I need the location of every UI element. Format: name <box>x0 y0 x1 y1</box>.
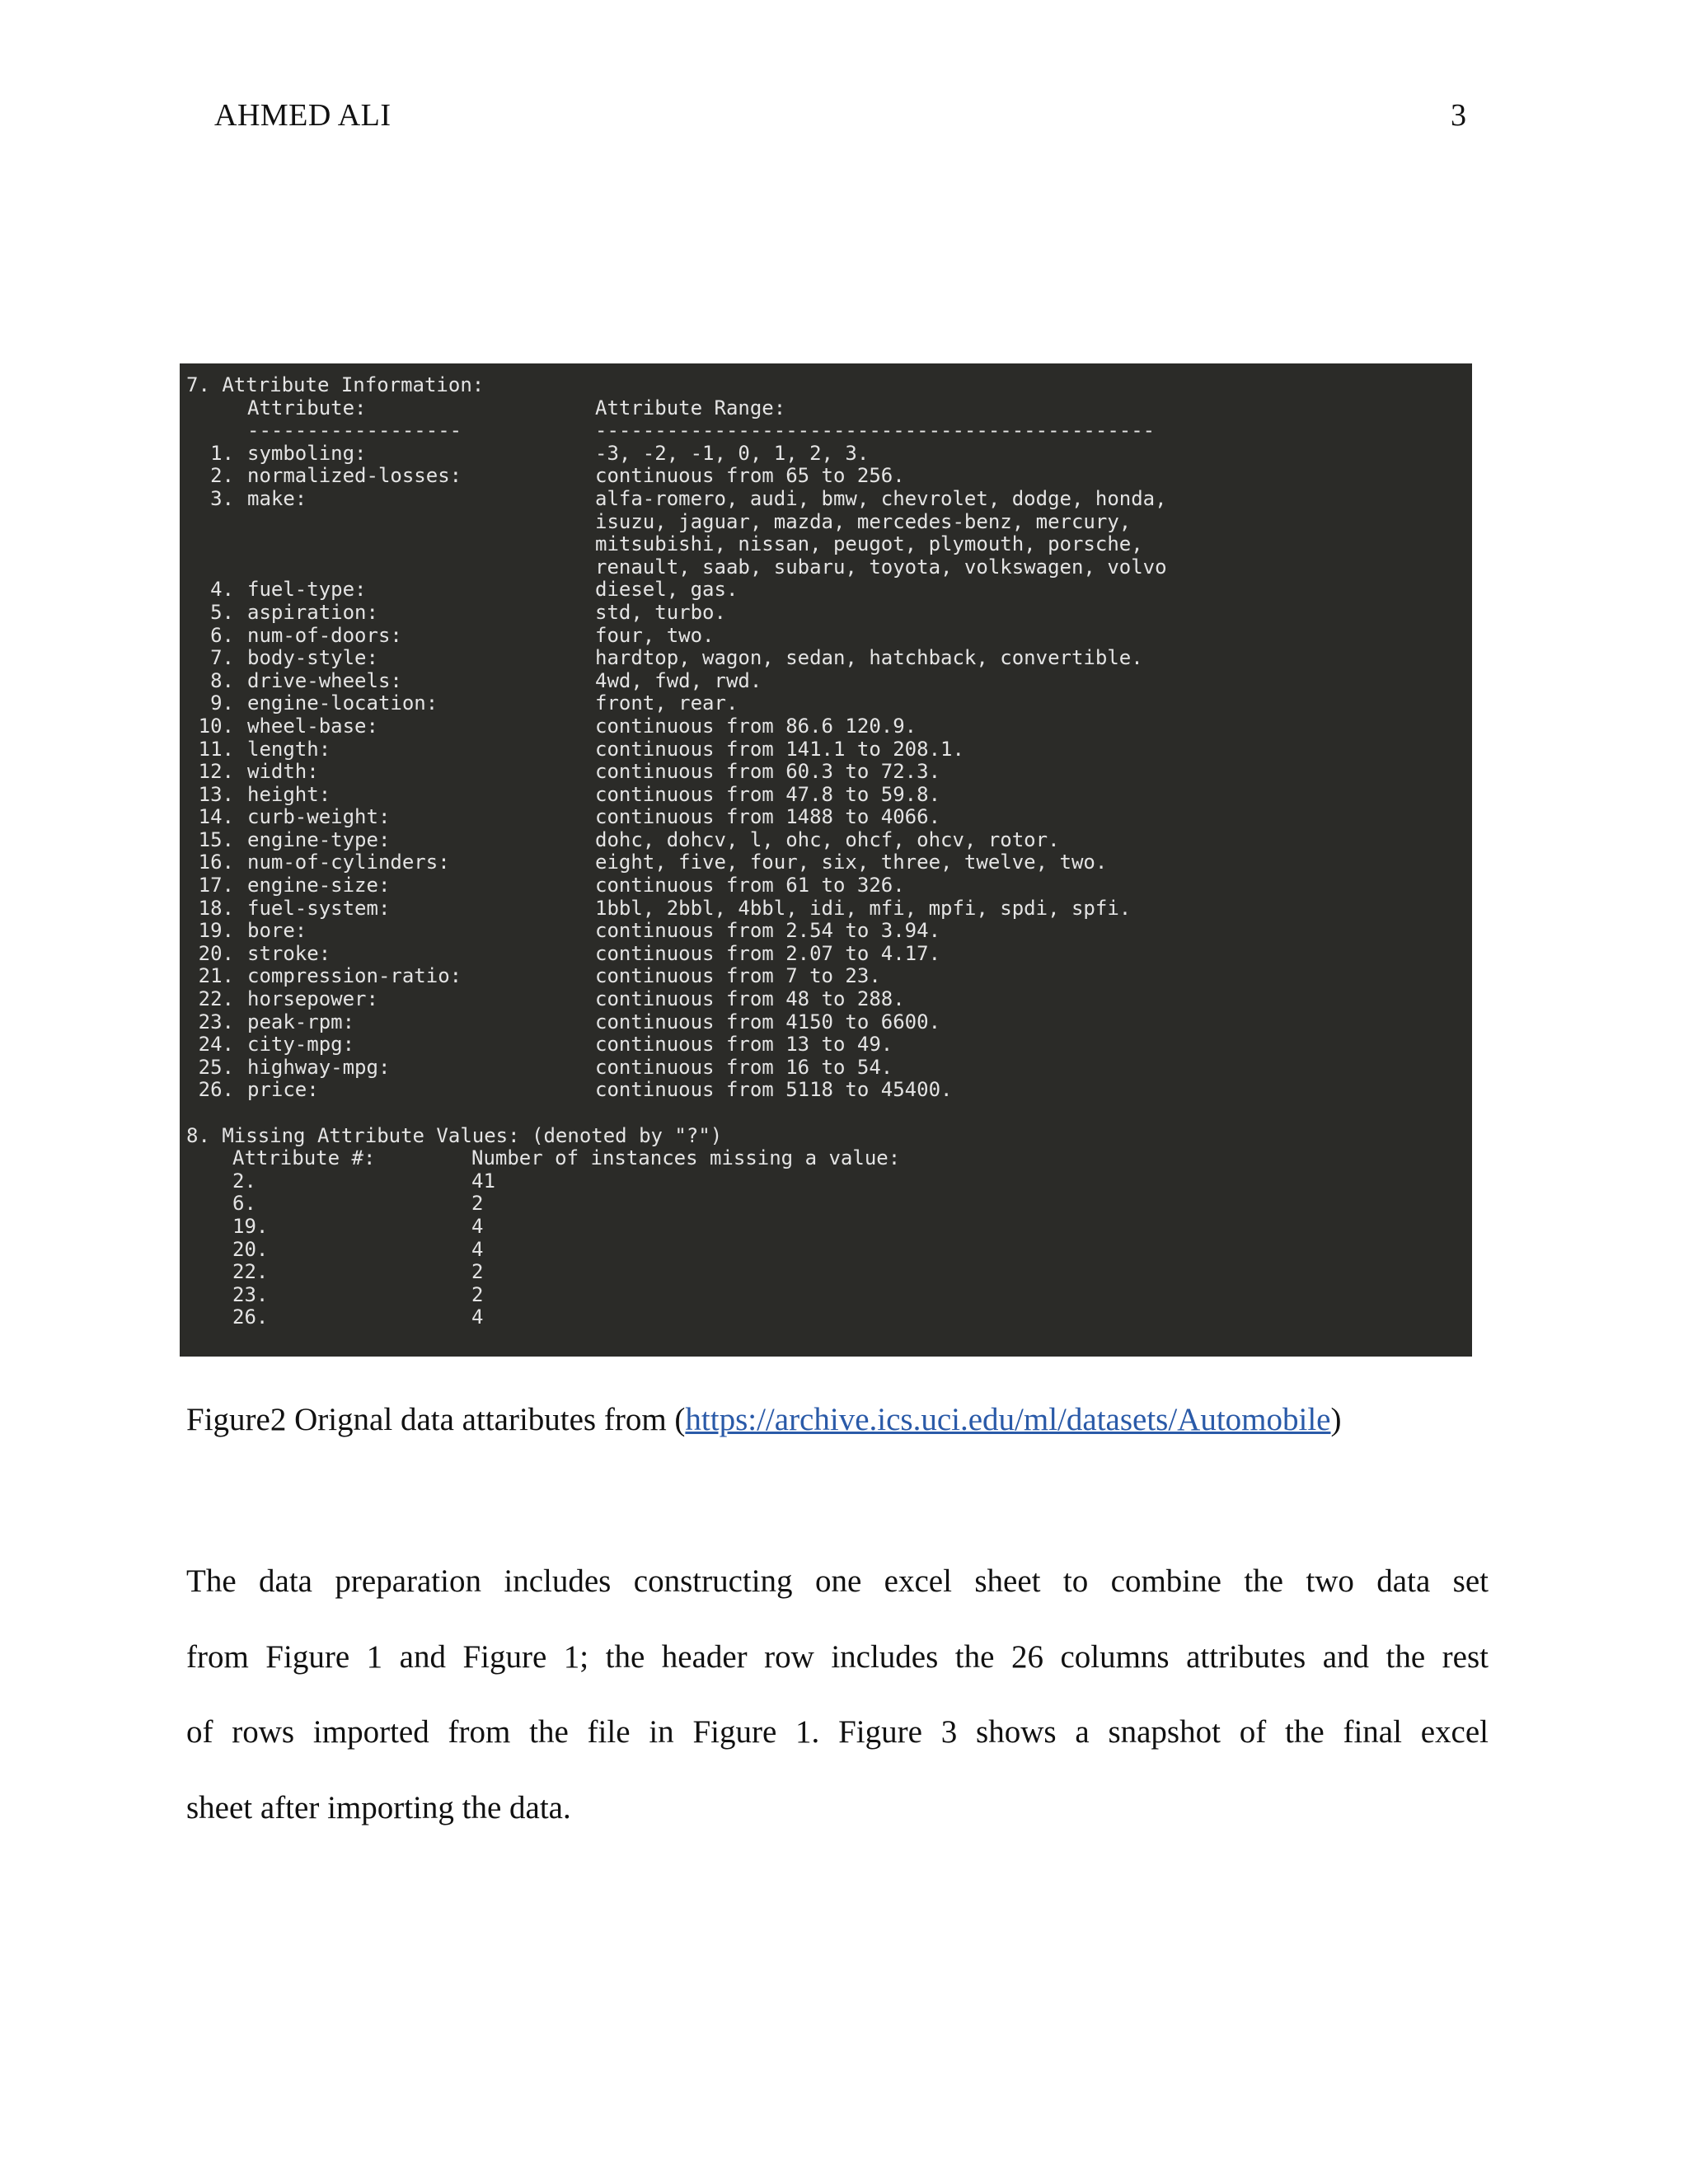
attribute-range: renault, saab, subaru, toyota, volkswagen, volvo <box>595 555 1167 579</box>
missing-row <box>186 1306 1472 1329</box>
attribute-name: normalized-losses: <box>247 464 462 488</box>
figure-caption <box>186 1401 1342 1438</box>
attribute-name: num-of-doors: <box>247 623 402 647</box>
attribute-range: hardtop, wagon, sedan, hatchback, convertible. <box>595 646 1143 670</box>
missing-count: 2 <box>471 1192 484 1216</box>
missing-count: 4 <box>471 1305 484 1329</box>
attribute-row <box>186 761 1472 784</box>
attribute-number: 15. <box>198 827 234 851</box>
attribute-row <box>186 1033 1472 1057</box>
attribute-range: continuous from 61 to 326. <box>595 874 905 898</box>
missing-count: 2 <box>471 1282 484 1306</box>
attribute-number: 17. <box>198 874 234 898</box>
attribute-name: length: <box>247 737 331 761</box>
attribute-number: 12. <box>198 760 234 784</box>
missing-row <box>186 1170 1472 1193</box>
attribute-row <box>186 443 1472 466</box>
attribute-row <box>186 488 1472 511</box>
attribute-number: 6. <box>210 623 234 647</box>
running-header-author: AHMED ALI <box>214 98 392 133</box>
attribute-number: 21. <box>198 964 234 988</box>
paragraph-line: from Figure 1 and Figure 1; the header row includes the 26 columns attributes and the rest <box>186 1638 1489 1675</box>
attribute-number: 10. <box>198 714 234 738</box>
attribute-range: 1bbl, 2bbl, 4bbl, idi, mfi, mpfi, spdi, spfi. <box>595 896 1132 920</box>
attribute-number: 20. <box>198 941 234 965</box>
paragraph-line: The data preparation includes constructing one excel sheet to combine the two data set <box>186 1563 1489 1599</box>
missing-row <box>186 1193 1472 1216</box>
missing-headers <box>186 1147 1472 1170</box>
attribute-row <box>186 465 1472 488</box>
col-range-header: Attribute Range: <box>595 396 786 419</box>
attribute-name: highway-mpg: <box>247 1055 391 1079</box>
attribute-number: 19. <box>198 919 234 943</box>
attribute-range: continuous from 13 to 49. <box>595 1033 893 1057</box>
attribute-number: 24. <box>198 1033 234 1057</box>
attribute-row <box>186 874 1472 898</box>
attribute-number: 16. <box>198 851 234 874</box>
attribute-number: 22. <box>198 987 234 1011</box>
attribute-row <box>186 602 1472 625</box>
attribute-number <box>186 533 234 556</box>
attribute-name: num-of-cylinders: <box>247 851 450 874</box>
attribute-list <box>186 443 1472 1102</box>
dataset-link[interactable]: https://archive.ics.uci.edu/ml/datasets/Automobile <box>685 1402 1331 1437</box>
attribute-name: aspiration: <box>247 600 378 624</box>
attribute-number <box>186 511 234 534</box>
missing-col-count: Number of instances missing a value: <box>471 1146 901 1170</box>
attribute-name: engine-location: <box>247 691 438 715</box>
attribute-range: continuous from 65 to 256. <box>595 464 905 488</box>
body-paragraph <box>186 1544 1489 1845</box>
missing-attr-number: 23. <box>232 1282 269 1306</box>
attribute-range: isuzu, jaguar, mazda, mercedes-benz, mercury, <box>595 509 1132 533</box>
attribute-row <box>186 1057 1472 1080</box>
attribute-range: 4wd, fwd, rwd. <box>595 668 762 692</box>
attribute-name: horsepower: <box>247 987 378 1011</box>
attribute-range: dohc, dohcv, l, ohc, ohcf, ohcv, rotor. <box>595 827 1060 851</box>
attribute-name: compression-ratio: <box>247 964 462 988</box>
attribute-name: bore: <box>247 919 307 943</box>
attribute-range: continuous from 16 to 54. <box>595 1055 893 1079</box>
attribute-range: continuous from 2.54 to 3.94. <box>595 919 941 943</box>
attribute-row <box>186 1079 1472 1102</box>
attribute-row <box>186 738 1472 762</box>
missing-col-attr: Attribute #: <box>232 1146 376 1170</box>
attribute-number: 1. <box>210 441 234 465</box>
missing-row <box>186 1239 1472 1262</box>
attribute-name: price: <box>247 1078 319 1102</box>
attribute-row <box>186 625 1472 648</box>
missing-row <box>186 1261 1472 1284</box>
attribute-range: continuous from 4150 to 6600. <box>595 1010 941 1033</box>
attribute-name: height: <box>247 782 331 806</box>
attribute-row <box>186 715 1472 738</box>
attribute-number: 9. <box>210 691 234 715</box>
missing-count: 41 <box>471 1169 495 1193</box>
attribute-number: 14. <box>198 805 234 829</box>
attribute-range: continuous from 48 to 288. <box>595 987 905 1011</box>
missing-count: 4 <box>471 1237 484 1261</box>
attribute-name: symboling: <box>247 441 367 465</box>
header-dashes <box>186 419 1472 443</box>
attribute-row <box>186 579 1472 602</box>
attribute-row <box>186 920 1472 943</box>
attribute-number: 26. <box>198 1078 234 1102</box>
section8-title: 8. Missing Attribute Values: (denoted by "?") <box>186 1123 723 1147</box>
missing-attr-number: 26. <box>232 1305 269 1329</box>
attribute-row <box>186 647 1472 670</box>
attribute-row <box>186 1011 1472 1034</box>
attribute-range: continuous from 47.8 to 59.8. <box>595 782 941 806</box>
attribute-number: 4. <box>210 578 234 602</box>
missing-list <box>186 1170 1472 1329</box>
attribute-range: alfa-romero, audi, bmw, chevrolet, dodge, honda, <box>595 486 1167 510</box>
attribute-row <box>186 829 1472 852</box>
attribute-name: stroke: <box>247 941 331 965</box>
caption-close: ) <box>1330 1402 1342 1437</box>
missing-row <box>186 1284 1472 1307</box>
attribute-row <box>186 806 1472 829</box>
attribute-name <box>234 533 595 556</box>
dash-range: ----------------------------------------------- <box>595 419 1156 443</box>
attribute-range: continuous from 1488 to 4066. <box>595 805 941 829</box>
attribute-range: -3, -2, -1, 0, 1, 2, 3. <box>595 441 870 465</box>
attribute-row <box>186 670 1472 693</box>
attribute-name <box>234 556 595 579</box>
attribute-range: std, turbo. <box>595 600 726 624</box>
col-attribute-header: Attribute: <box>247 396 367 419</box>
missing-attr-number: 20. <box>232 1237 269 1261</box>
attribute-range: continuous from 60.3 to 72.3. <box>595 760 941 784</box>
attribute-name: fuel-system: <box>247 896 391 920</box>
dash-attribute: ------------------ <box>247 419 462 443</box>
attribute-row <box>186 533 1472 556</box>
attribute-number: 25. <box>198 1055 234 1079</box>
attribute-row <box>186 898 1472 921</box>
attribute-info-screenshot <box>180 363 1472 1357</box>
missing-attr-number: 2. <box>232 1169 256 1193</box>
attribute-name: engine-type: <box>247 827 391 851</box>
attribute-range: mitsubishi, nissan, peugot, plymouth, porsche, <box>595 532 1143 556</box>
attribute-number: 7. <box>210 646 234 670</box>
attribute-name: peak-rpm: <box>247 1010 355 1033</box>
attribute-number <box>186 556 234 579</box>
attribute-number: 23. <box>198 1010 234 1033</box>
attribute-number: 13. <box>198 782 234 806</box>
attribute-number: 2. <box>210 464 234 488</box>
attribute-number: 8. <box>210 668 234 692</box>
caption-text: Figure2 Orignal data attaributes from ( <box>186 1402 686 1437</box>
attribute-row <box>186 943 1472 966</box>
attribute-range: continuous from 141.1 to 208.1. <box>595 737 964 761</box>
attribute-number: 18. <box>198 896 234 920</box>
attribute-name: wheel-base: <box>247 714 378 738</box>
attribute-row <box>186 851 1472 874</box>
attribute-row <box>186 692 1472 715</box>
attribute-range: four, two. <box>595 623 715 647</box>
attribute-name: drive-wheels: <box>247 668 402 692</box>
attribute-range: continuous from 5118 to 45400. <box>595 1078 953 1102</box>
attribute-name: engine-size: <box>247 874 391 898</box>
paragraph-line: sheet after importing the data. <box>186 1789 571 1825</box>
attribute-name: curb-weight: <box>247 805 391 829</box>
attribute-number: 11. <box>198 737 234 761</box>
attribute-number: 3. <box>210 486 234 510</box>
attribute-range: continuous from 7 to 23. <box>595 964 881 988</box>
attribute-name: width: <box>247 760 319 784</box>
attribute-name: fuel-type: <box>247 578 367 602</box>
attribute-range: continuous from 86.6 120.9. <box>595 714 917 738</box>
attribute-row <box>186 965 1472 988</box>
attribute-row <box>186 988 1472 1011</box>
attribute-name <box>234 511 595 534</box>
attribute-range: diesel, gas. <box>595 578 738 602</box>
attribute-name: body-style: <box>247 646 378 670</box>
missing-row <box>186 1216 1472 1239</box>
attribute-name: make: <box>247 486 307 510</box>
missing-attr-number: 19. <box>232 1214 269 1238</box>
column-headers <box>186 397 1472 420</box>
missing-attr-number: 22. <box>232 1260 269 1284</box>
attribute-number: 5. <box>210 600 234 624</box>
missing-count: 4 <box>471 1214 484 1238</box>
missing-count: 2 <box>471 1260 484 1284</box>
attribute-range: continuous from 2.07 to 4.17. <box>595 941 941 965</box>
section7-title: 7. Attribute Information: <box>186 373 485 396</box>
attribute-row <box>186 556 1472 579</box>
attribute-range: front, rear. <box>595 691 738 715</box>
attribute-name: city-mpg: <box>247 1033 355 1057</box>
missing-attr-number: 6. <box>232 1192 256 1216</box>
page-number: 3 <box>1451 98 1466 133</box>
attribute-row <box>186 511 1472 534</box>
attribute-range: eight, five, four, six, three, twelve, two. <box>595 851 1108 874</box>
paragraph-line: of rows imported from the file in Figure 1. Figure 3 shows a snapshot of the final excel <box>186 1714 1489 1750</box>
attribute-row <box>186 784 1472 807</box>
